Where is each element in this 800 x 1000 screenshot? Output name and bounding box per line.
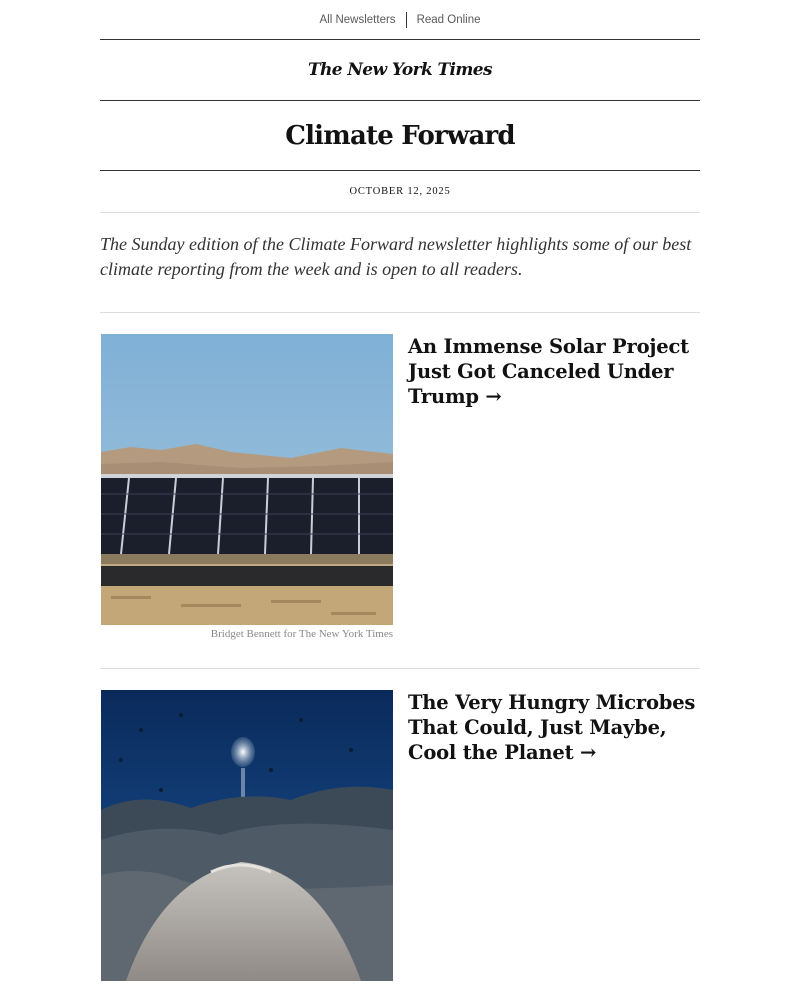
- nyt-logo[interactable]: [100, 40, 700, 101]
- all-newsletters-link[interactable]: All Newsletters: [319, 13, 396, 26]
- story-media: [101, 334, 393, 640]
- story-item: [100, 669, 700, 981]
- story-headline-link[interactable]: The Very Hungry Microbes That Could, Just Maybe, Cool the Planet →: [408, 691, 696, 764]
- seafloor-image[interactable]: [101, 690, 393, 981]
- read-online-link[interactable]: Read Online: [416, 13, 481, 26]
- newsletter-title-text: Climate Forward: [285, 120, 515, 151]
- issue-date: OCTOBER 12, 2025: [100, 171, 700, 213]
- solar-panels-image[interactable]: [101, 334, 393, 625]
- photo-credit: Bridget Bennett for The New York Times: [210, 628, 393, 640]
- newsletter: [100, 0, 700, 981]
- newsletter-title: [100, 101, 700, 171]
- nyt-logo-text: The New York Times: [308, 60, 492, 80]
- story-text: [408, 334, 700, 640]
- story-text: [408, 690, 700, 981]
- story-headline-link[interactable]: An Immense Solar Project Just Got Canceled Under Trump →: [408, 335, 689, 408]
- story-media: [101, 690, 393, 981]
- intro-text: The Sunday edition of the Climate Forward newsletter highlights some of our best climate reporting from the week and is open to all readers.: [100, 213, 700, 313]
- top-nav: [100, 0, 700, 40]
- story-item: [100, 313, 700, 640]
